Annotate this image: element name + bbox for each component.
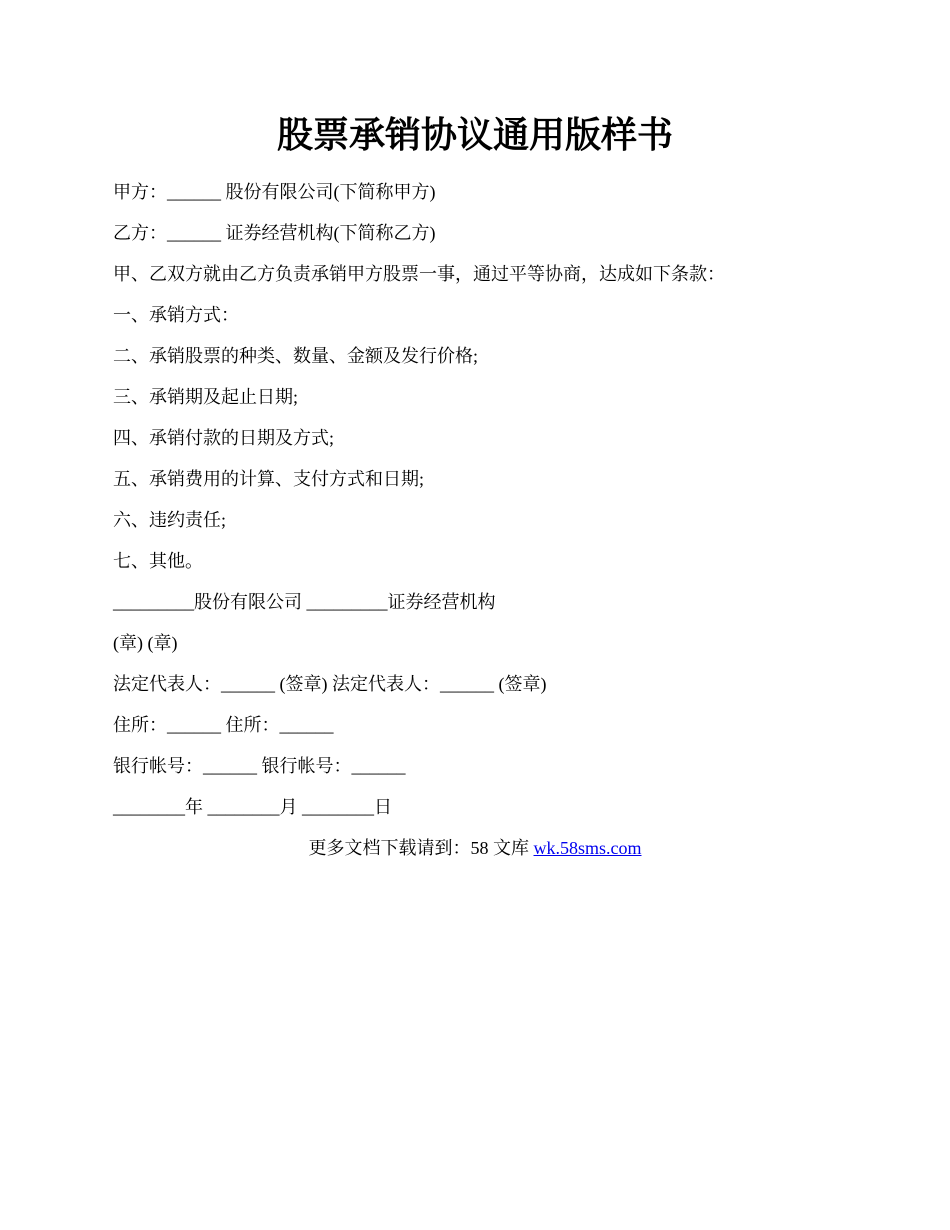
legal-representative-line: 法定代表人：______ (签章) 法定代表人：______ (签章)	[113, 674, 547, 694]
clause-6: 六、违约责任;	[113, 510, 227, 530]
clause-1: 一、承销方式：	[113, 305, 239, 325]
party-a-line: 甲方：______ 股份有限公司(下简称甲方)	[113, 182, 436, 202]
signatory-names: _________股份有限公司 _________证券经营机构	[113, 592, 496, 612]
clause-5: 五、承销费用的计算、支付方式和日期;	[113, 469, 424, 489]
clause-4: 四、承销付款的日期及方式;	[113, 428, 334, 448]
agreement-intro: 甲、乙双方就由乙方负责承销甲方股票一事，通过平等协商，达成如下条款：	[113, 264, 725, 284]
footer	[0, 828, 950, 869]
clause-2: 二、承销股票的种类、数量、金额及发行价格;	[113, 346, 478, 366]
date-line: ________年 ________月 ________日	[113, 797, 392, 817]
address-line: 住所：______ 住所：______	[113, 715, 334, 735]
clause-3: 三、承销期及起止日期;	[113, 387, 298, 407]
seal-line: (章) (章)	[113, 633, 178, 653]
document-title: 股票承销协议通用版样书	[276, 115, 673, 156]
party-b-line: 乙方：______ 证券经营机构(下简称乙方)	[113, 223, 436, 243]
bank-account-line: 银行帐号：______ 银行帐号：______	[113, 756, 406, 776]
footer-link[interactable]: wk.58sms.com	[533, 838, 642, 858]
footer-text: 更多文档下载请到：58 文库	[308, 838, 534, 858]
clause-7: 七、其他。	[113, 551, 203, 571]
document-body	[113, 172, 853, 828]
